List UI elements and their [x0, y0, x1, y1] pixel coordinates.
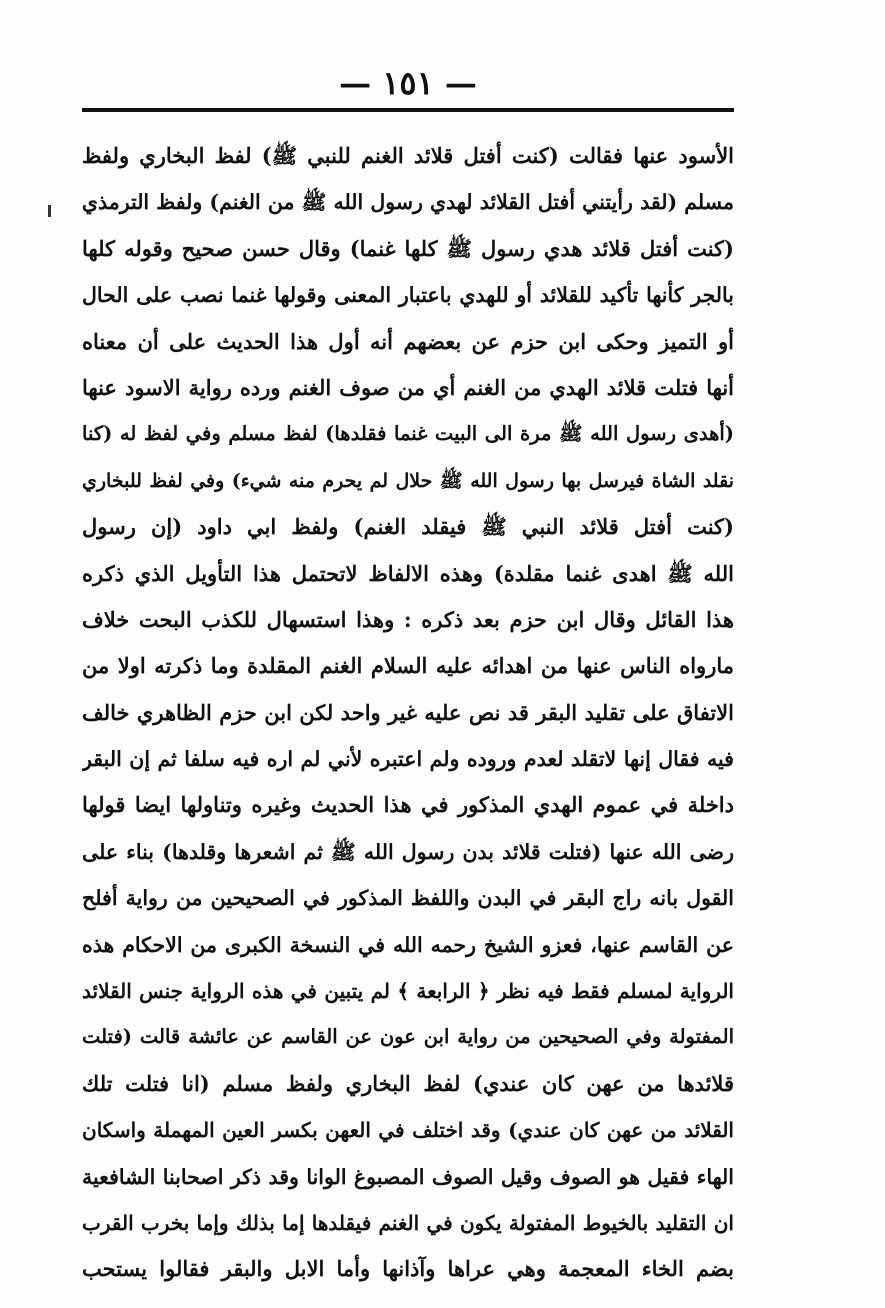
- text-line: فيه فقال إنها لاتقلد لعدم وروده ولم اعتبره لأني لم اره فيه سلفا ثم إن البقر: [82, 747, 734, 772]
- text-line: أو التميز وحكى ابن حزم عن بعضهم أنه أول هذا الحديث على أن معناه: [82, 328, 734, 354]
- text-line: الله ﷺ اهدى غنما مقلدة) وهذه الالفاظ لاتحتمل هذا التأويل الذي ذكره: [82, 560, 734, 586]
- text-line: القلائد من عهن كان عندي) وقد اختلف في العهن بكسر العين المهملة واسكان: [82, 1118, 734, 1143]
- text-line: داخلة في عموم الهدي المذكور في هذا الحديث وغيره وتناولها ايضا قولها: [82, 792, 734, 818]
- text-line: الاتفاق على تقليد البقر قد نص عليه غير واحد لكن ابن حزم الظاهري خالف: [82, 699, 734, 725]
- text-line: نقلد الشاة فيرسل بها رسول الله ﷺ حلال لم يحرم منه شيء) وفي لفظ للبخاري: [82, 469, 734, 492]
- header-rule: [82, 108, 734, 112]
- page-number: — ١٥١ —: [339, 64, 477, 102]
- text-line: (كنت أفتل قلائد النبي ﷺ فيقلد الغنم) ولفظ ابي داود (إن رسول: [82, 514, 734, 540]
- text-line: المفتولة وفي الصحيحين من رواية ابن عون عن القاسم عن عائشة قالت (فتلت: [82, 1025, 734, 1049]
- text-line: بالجر كأنها تأكيد للقلائد أو للهدي باعتبار المعنى وقولها غنما نصب على الحال: [82, 283, 734, 308]
- body-text: [82, 133, 734, 1293]
- text-line: الأسود عنها فقالت (كنت أفتل قلائد الغنم للنبي ﷺ) لفظ البخاري ولفظ: [82, 143, 734, 168]
- page-header: [82, 58, 734, 112]
- text-line: القول بانه راج البقر في البدن واللفظ المذكور في الصحيحين من رواية أفلح: [82, 886, 734, 911]
- text-line: مارواه الناس عنها من اهدائه عليه السلام الغنم المقلدة وما ذكرته اولا من: [82, 653, 734, 679]
- text-line: أنها فتلت قلائد الهدي من الغنم أي من صوف الغنم ورده رواية الاسود عنها: [82, 374, 734, 400]
- text-line: هذا القائل وقال ابن حزم بعد ذكره : وهذا استسهال للكذب البحت خلاف: [82, 606, 734, 632]
- text-line: رضى الله عنها (فتلت قلائد بدن رسول الله ﷺ ثم اشعرها وقلدها) بناء على: [82, 839, 734, 864]
- text-line: بضم الخاء المعجمة وهي عراها وآذانها وأما الابل والبقر فقالوا يستحب: [82, 1256, 734, 1282]
- text-line: مسلم (لقد رأيتني أفتل القلائد لهدي رسول الله ﷺ من الغنم) ولفظ الترمذي: [82, 190, 734, 215]
- text-line: الرواية لمسلم فقط فيه نظر ﴿ الرابعة ﴾ لم يتبين في هذه الرواية جنس القلائد: [82, 979, 734, 1004]
- text-line: قلائدها من عهن كان عندي) لفظ البخاري ولفظ مسلم (انا فتلت تلك: [82, 1070, 734, 1096]
- margin-mark: [48, 205, 51, 217]
- text-line: الهاء فقيل هو الصوف وقيل الصوف المصبوغ الوانا وقد ذكر اصحابنا الشافعية: [82, 1164, 734, 1189]
- text-line: (كنت أفتل قلائد هدي رسول ﷺ كلها غنما) وقال حسن صحيح وقوله كلها: [82, 235, 734, 261]
- text-line: ان التقليد بالخيوط المفتولة يكون في الغنم فيقلدها إما بذلك وإما بخرب القرب: [82, 1210, 734, 1235]
- text-line: (أهدى رسول الله ﷺ مرة الى البيت غنما فقلدها) لفظ مسلم وفي لفظ له (كنا: [82, 422, 734, 446]
- text-line: عن القاسم عنها، فعزو الشيخ رحمه الله في النسخة الكبرى من الاحكام هذه: [82, 932, 734, 957]
